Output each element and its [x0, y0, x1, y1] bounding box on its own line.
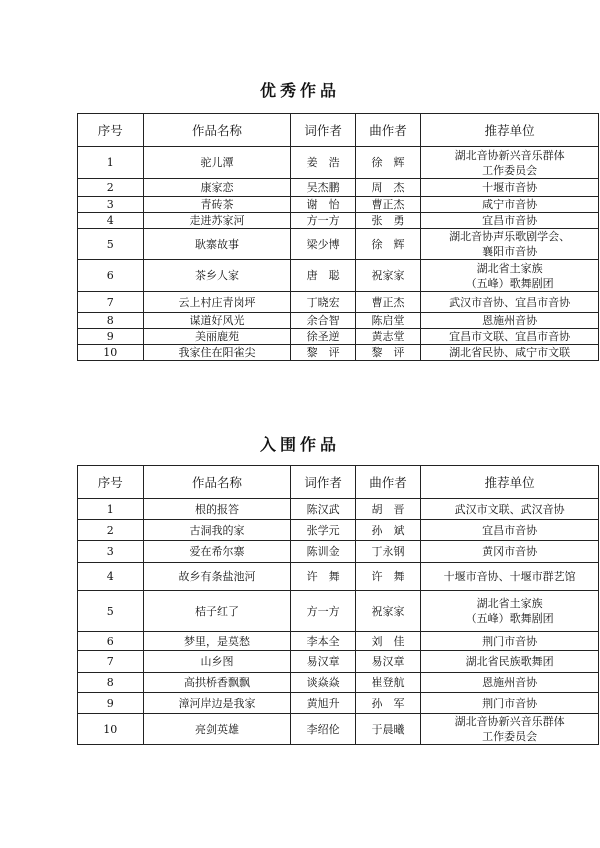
cell-no: 6	[78, 260, 144, 292]
cell-composer: 刘 佳	[355, 632, 421, 651]
cell-lyricist: 姜 浩	[291, 147, 355, 179]
cell-unit: 咸宁市音协	[421, 197, 599, 213]
table-row	[78, 179, 599, 197]
cell-composer: 于晨曦	[355, 714, 421, 745]
cell-unit: 湖北音协声乐歌剧学会、 襄阳市音协	[421, 229, 599, 260]
cell-composer: 徐 辉	[355, 229, 421, 260]
cell-name: 亮剑英雄	[143, 714, 291, 745]
cell-name: 茶乡人家	[143, 260, 291, 292]
cell-no: 4	[78, 213, 144, 229]
cell-lyricist: 李本全	[291, 632, 355, 651]
cell-lyricist: 方一方	[291, 213, 355, 229]
cell-composer: 孙 斌	[355, 520, 421, 541]
cell-unit: 武汉市文联、武汉音协	[421, 499, 599, 520]
cell-unit: 十堰市音协、十堰市群艺馆	[421, 563, 599, 591]
table-row	[78, 714, 599, 745]
cell-no: 8	[78, 673, 144, 693]
cell-unit: 湖北音协新兴音乐群体 工作委员会	[421, 714, 599, 745]
table-row	[78, 499, 599, 520]
cell-name: 根的报答	[143, 499, 291, 520]
cell-name: 美丽鹿苑	[143, 329, 291, 345]
table-row	[78, 313, 599, 329]
shortlisted-works-body	[78, 499, 599, 745]
cell-composer: 黄志堂	[355, 329, 421, 345]
cell-no: 7	[78, 292, 144, 313]
cell-composer: 周 杰	[355, 179, 421, 197]
cell-name: 桔子红了	[143, 591, 291, 632]
cell-unit: 恩施州音协	[421, 673, 599, 693]
cell-composer: 易汉章	[355, 651, 421, 673]
cell-no: 3	[78, 197, 144, 213]
cell-name: 漳河岸边是我家	[143, 693, 291, 714]
cell-composer: 祝家家	[355, 591, 421, 632]
cell-unit: 十堰市音协	[421, 179, 599, 197]
cell-unit: 武汉市音协、宜昌市音协	[421, 292, 599, 313]
cell-name: 耿寨故事	[143, 229, 291, 260]
cell-name: 爱在希尔寨	[143, 541, 291, 563]
cell-unit: 湖北音协新兴音乐群体 工作委员会	[421, 147, 599, 179]
table-row	[78, 541, 599, 563]
cell-lyricist: 余合智	[291, 313, 355, 329]
cell-unit: 湖北省土家族 （五峰）歌舞剧团	[421, 591, 599, 632]
cell-lyricist: 易汉章	[291, 651, 355, 673]
cell-no: 8	[78, 313, 144, 329]
cell-composer: 祝家家	[355, 260, 421, 292]
table-header-row	[78, 466, 599, 499]
cell-unit: 荆门市音协	[421, 693, 599, 714]
cell-composer: 张 勇	[355, 213, 421, 229]
table-row	[78, 520, 599, 541]
table-row	[78, 197, 599, 213]
table-row	[78, 563, 599, 591]
cell-name: 走进苏家河	[143, 213, 291, 229]
cell-composer: 曹正杰	[355, 292, 421, 313]
header-lyricist: 词作者	[291, 466, 355, 499]
header-unit: 推荐单位	[421, 466, 599, 499]
table-row	[78, 651, 599, 673]
cell-name: 我家住在阳雀尖	[143, 345, 291, 361]
cell-no: 10	[78, 345, 144, 361]
cell-unit: 宜昌市文联、宜昌市音协	[421, 329, 599, 345]
cell-name: 谋道好风光	[143, 313, 291, 329]
cell-name: 故乡有条盐池河	[143, 563, 291, 591]
cell-no: 6	[78, 632, 144, 651]
table-header-row	[78, 114, 599, 147]
table-row	[78, 591, 599, 632]
cell-name: 青砖茶	[143, 197, 291, 213]
header-composer: 曲作者	[355, 114, 421, 147]
cell-no: 5	[78, 229, 144, 260]
header-no: 序号	[78, 466, 144, 499]
cell-no: 2	[78, 520, 144, 541]
section-title-shortlisted: 入围作品	[259, 435, 340, 454]
cell-unit: 湖北省土家族 （五峰）歌舞剧团	[421, 260, 599, 292]
cell-unit: 湖北省民族歌舞团	[421, 651, 599, 673]
cell-lyricist: 许 舞	[291, 563, 355, 591]
cell-lyricist: 梁少博	[291, 229, 355, 260]
cell-composer: 崔登航	[355, 673, 421, 693]
table-row	[78, 329, 599, 345]
cell-composer: 孙 军	[355, 693, 421, 714]
table-row	[78, 292, 599, 313]
table-row	[78, 693, 599, 714]
cell-lyricist: 谈焱焱	[291, 673, 355, 693]
cell-unit: 宜昌市音协	[421, 520, 599, 541]
table-row	[78, 632, 599, 651]
table-row	[78, 345, 599, 361]
cell-no: 10	[78, 714, 144, 745]
cell-no: 1	[78, 499, 144, 520]
cell-composer: 黎 评	[355, 345, 421, 361]
cell-unit: 湖北省民协、咸宁市文联	[421, 345, 599, 361]
cell-unit: 黄冈市音协	[421, 541, 599, 563]
cell-composer: 陈启堂	[355, 313, 421, 329]
cell-lyricist: 李绍伦	[291, 714, 355, 745]
cell-unit: 荆门市音协	[421, 632, 599, 651]
table-row	[78, 147, 599, 179]
cell-no: 9	[78, 693, 144, 714]
cell-lyricist: 陈汉武	[291, 499, 355, 520]
cell-no: 2	[78, 179, 144, 197]
header-lyricist: 词作者	[291, 114, 355, 147]
cell-name: 康家恋	[143, 179, 291, 197]
cell-name: 驼儿潭	[143, 147, 291, 179]
cell-name: 梦里，是莫愁	[143, 632, 291, 651]
cell-composer: 曹正杰	[355, 197, 421, 213]
cell-no: 3	[78, 541, 144, 563]
header-name: 作品名称	[143, 114, 291, 147]
table-row	[78, 260, 599, 292]
section-title-excellent: 优秀作品	[259, 81, 340, 100]
cell-name: 山乡图	[143, 651, 291, 673]
cell-composer: 胡 晋	[355, 499, 421, 520]
header-composer: 曲作者	[355, 466, 421, 499]
cell-composer: 丁永钢	[355, 541, 421, 563]
shortlisted-works-table	[77, 465, 599, 745]
cell-no: 1	[78, 147, 144, 179]
cell-lyricist: 黎 评	[291, 345, 355, 361]
cell-unit: 宜昌市音协	[421, 213, 599, 229]
cell-lyricist: 张学元	[291, 520, 355, 541]
cell-name: 云上村庄青岗坪	[143, 292, 291, 313]
cell-unit: 恩施州音协	[421, 313, 599, 329]
table-row	[78, 229, 599, 260]
cell-lyricist: 方一方	[291, 591, 355, 632]
excellent-works-table	[77, 113, 599, 361]
header-name: 作品名称	[143, 466, 291, 499]
cell-no: 4	[78, 563, 144, 591]
table-row	[78, 673, 599, 693]
cell-no: 7	[78, 651, 144, 673]
cell-no: 9	[78, 329, 144, 345]
cell-name: 高拱桥香飘飘	[143, 673, 291, 693]
cell-composer: 许 舞	[355, 563, 421, 591]
header-unit: 推荐单位	[421, 114, 599, 147]
cell-no: 5	[78, 591, 144, 632]
cell-composer: 徐 辉	[355, 147, 421, 179]
excellent-works-body	[78, 147, 599, 361]
header-no: 序号	[78, 114, 144, 147]
cell-lyricist: 吴杰鹏	[291, 179, 355, 197]
cell-lyricist: 陈训金	[291, 541, 355, 563]
cell-lyricist: 唐 聪	[291, 260, 355, 292]
cell-lyricist: 徐圣逆	[291, 329, 355, 345]
cell-name: 古洞我的家	[143, 520, 291, 541]
cell-lyricist: 黄旭升	[291, 693, 355, 714]
cell-lyricist: 丁晓宏	[291, 292, 355, 313]
cell-lyricist: 谢 怡	[291, 197, 355, 213]
table-row	[78, 213, 599, 229]
